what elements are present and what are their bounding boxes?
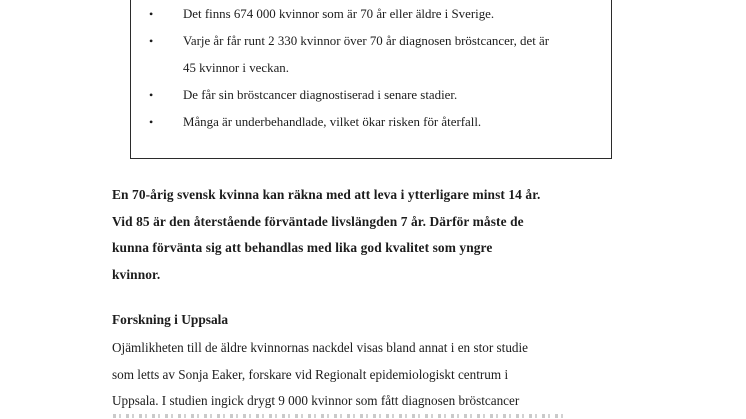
paragraph-line: kunna förvänta sig att behandlas med lika god kvalitet som yngre (112, 240, 493, 255)
bullet-marker: • (149, 115, 154, 129)
bullet-text (183, 28, 603, 82)
bullet-item (149, 109, 603, 136)
paragraph-line: En 70-årig svensk kvinna kan räkna med att leva i ytterligare minst 14 år. (112, 187, 541, 202)
paragraph-line: Vid 85 är den återstående förväntade livslängden 7 år. Därför måste de (112, 213, 524, 229)
paragraph-line: Ojämlikheten till de äldre kvinnornas nackdel visas bland annat i en stor studie (112, 340, 529, 355)
paragraph-line: kvinnor. (112, 266, 161, 282)
bullet-line: Det finns 674 000 kvinnor som är 70 år eller äldre i Sverige. (183, 7, 495, 21)
bullet-list (149, 1, 603, 136)
paragraph-line: Uppsala. I studien ingick drygt 9 000 kvinnor som fått diagnosen bröstcancer (112, 393, 520, 408)
fact-box (130, 0, 612, 159)
body-paragraph (112, 335, 528, 415)
lead-paragraph (112, 182, 540, 288)
bullet-text (183, 109, 603, 136)
paragraph-line: som letts av Sonja Eaker, forskare vid Regionalt epidemiologiskt centrum i (112, 366, 509, 382)
bullet-line: 45 kvinnor i veckan. (183, 61, 289, 75)
bullet-line: Många är underbehandlade, vilket ökar risken för återfall. (183, 115, 482, 129)
clipped-text-row (113, 414, 565, 418)
bullet-item (149, 82, 603, 109)
bullet-marker: • (149, 34, 154, 48)
bullet-line: De får sin bröstcancer diagnostiserad i senare stadier. (183, 88, 458, 102)
bullet-marker: • (149, 7, 154, 21)
bullet-text (183, 1, 603, 28)
bullet-marker: • (149, 88, 154, 102)
bullet-item (149, 1, 603, 28)
bullet-line: Varje år får runt 2 330 kvinnor över 70 år diagnosen bröstcancer, det är (183, 34, 550, 48)
bullet-item (149, 28, 603, 82)
section-heading: Forskning i Uppsala (112, 312, 229, 327)
bullet-text (183, 82, 603, 109)
